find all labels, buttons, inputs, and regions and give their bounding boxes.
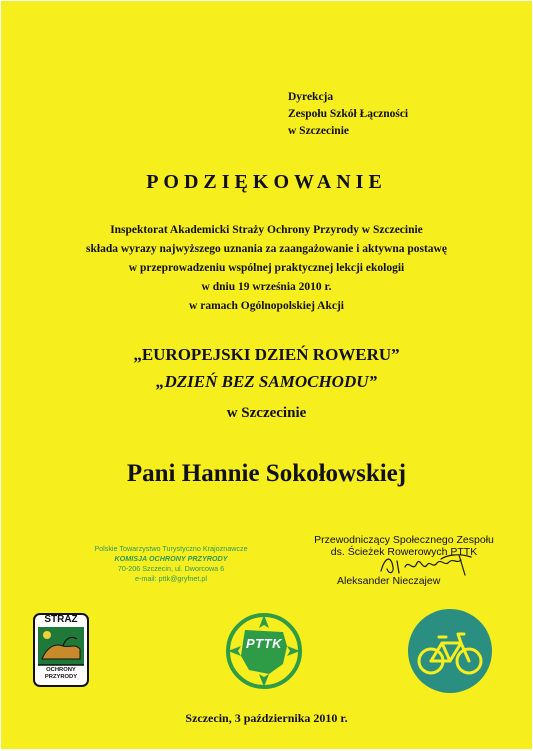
body-text [21, 221, 512, 316]
stamp-email: e-mail: pttk@gryfnet.pl [134, 574, 207, 583]
addressee-block [288, 89, 408, 140]
place-and-date: Szczecin, 3 października 2010 r. [185, 711, 348, 725]
addressee-line: w Szczecinie [288, 125, 349, 137]
chair-title-line: ds. Ścieżek Rowerowych PTTK [330, 546, 478, 558]
straz-logo-bottom-text [33, 667, 89, 681]
body-line: w dniu 19 września 2010 r. [201, 281, 332, 293]
body-line: składa wyrazy najwyższego uznania za zaangażowanie i aktywna postawę [86, 243, 447, 255]
document-title: PODZIĘKOWANIE [146, 171, 387, 193]
stamp-commission: KOMISJA OCHRONY PRZYRODY [114, 554, 228, 563]
body-line: Inspektorat Akademicki Straży Ochrony Przyrody w Szczecinie [110, 224, 423, 236]
body-line: w przeprowadzeniu wspólnej praktycznej lekcji ekologii [128, 262, 405, 274]
certificate-page [1, 1, 532, 749]
pttk-logo-icon [225, 612, 303, 690]
stamp-line: Polskie Towarzystwo Turystyczno Krajoznawcze [94, 544, 248, 553]
straz-logo-word: PRZYRODY [44, 674, 78, 680]
addressee-line: Dyrekcja [288, 91, 334, 103]
action-name-primary: „EUROPEJSKI DZIEŃ ROWERU” [133, 345, 400, 364]
straz-logo-word: OCHRONY [46, 667, 76, 673]
action-city: w Szczecinie [226, 405, 307, 421]
body-line: w ramach Ogólnopolskiej Akcji [189, 300, 344, 312]
pttk-logo-text: PTTK [246, 636, 282, 651]
addressee-line: Zespołu Szkół Łączności [288, 108, 409, 120]
chair-title-line: Przewodniczący Społecznego Zespołu [314, 534, 494, 546]
action-name-secondary: „DZIEŃ BEZ SAMOCHODU” [155, 372, 378, 391]
chair-name: Aleksander Nieczajew [337, 575, 441, 587]
stamp-address: 70-206 Szczecin, ul. Dworcowa 6 [117, 564, 225, 573]
straz-logo-top-text: STRAŻ [44, 614, 78, 625]
pttk-stamp [71, 544, 271, 584]
recipient-name: Pani Hannie Sokołowskiej [126, 460, 407, 487]
bicycle-sign-icon [406, 607, 494, 695]
